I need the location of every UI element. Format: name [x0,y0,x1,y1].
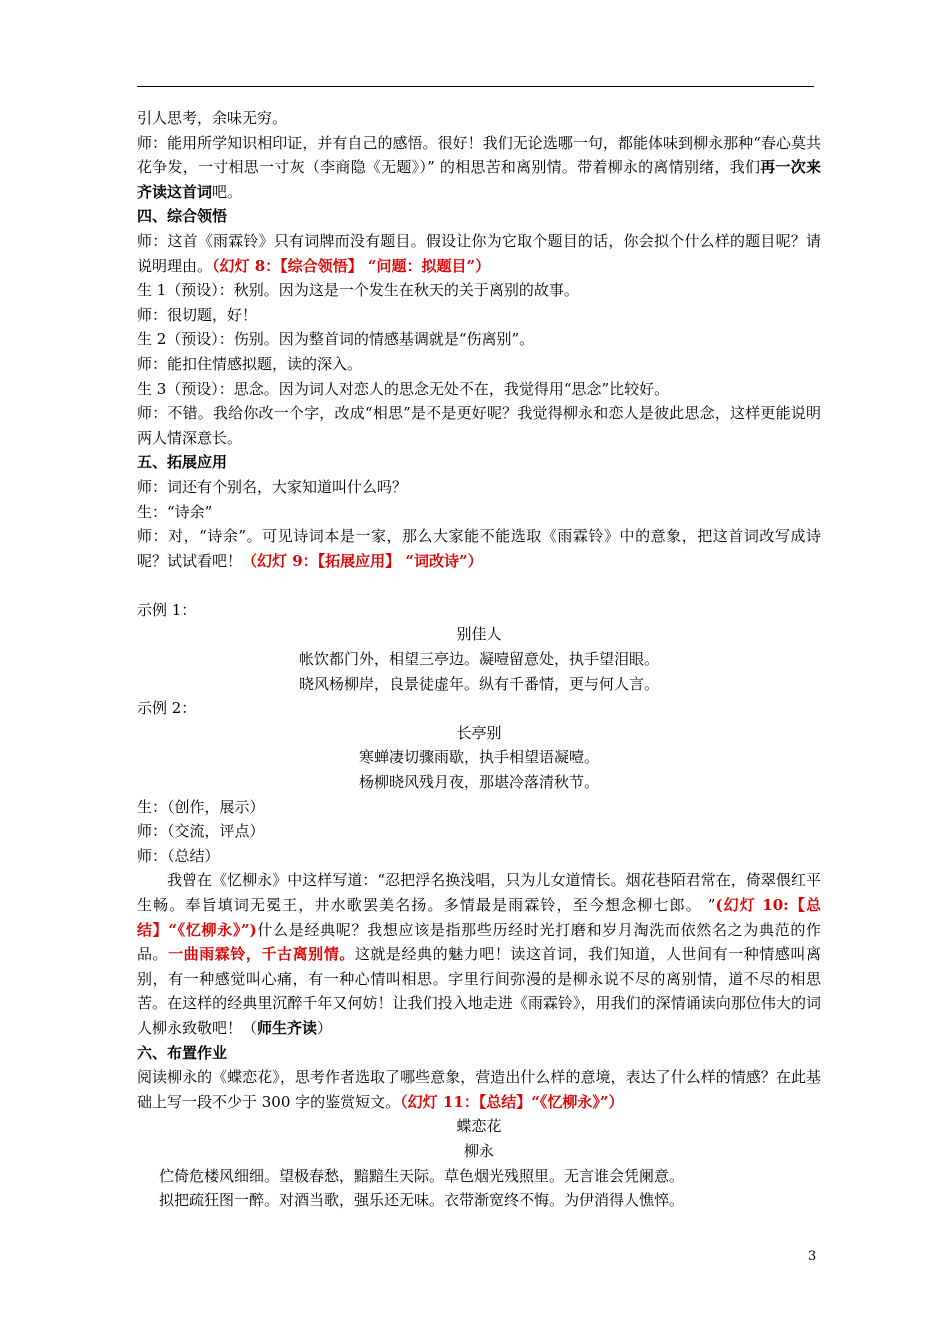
paragraph: 师：（交流，评点） [137,822,265,841]
paragraph: 师：词还有个别名，大家知道叫什么吗？ [137,477,408,496]
slide-note: （幻灯 11：【总结】“《忆柳永》”） [400,1092,624,1111]
paragraph: 生 3（预设）：思念。因为词人对恋人的思念无处不在，我觉得用“思念”比较好。 [137,379,670,398]
poem-title: 蝶恋花 [456,1117,502,1136]
slide-note: （幻灯 8：【综合领悟】 “问题：拟题目”） [212,256,491,275]
paragraph: 阅读柳永的《蝶恋花》，思考作者选取了哪些意象，营造出什么样的意境，表达了什么样的情感？在此基础上写一段不少于 300 字的鉴赏短文。（幻灯 11：【总结】“《忆柳永》”） [137,1068,821,1111]
bold-phrase: 师生齐读 [257,1018,318,1037]
poem-title: 别佳人 [456,625,502,644]
paragraph: 我曾在《忆柳永》中这样写道：“忍把浮名换浅唱，只为儿女道情长。烟花巷陌君常在，倚翠偎红平生畅。奉旨填词无冕王，井水歌罢美名扬。多情最是雨霖铃，至今想念柳七郎。 ”(幻灯 10:【总结】“《忆柳永》”)什么是经典呢？我想应该是指那些历经时光打磨和岁月淘洗而依然名之为典范的作品。一曲雨霖铃，千古离别情。这就是经典的魅力吧！读这首词，我们知道，人世间有一种情感叫离别，有一种感觉叫心痛，有一种心情叫相思。字里行间弥漫的是柳永说不尽的离别情，道不尽的相思苦。在这样的经典里沉醉千年又何妨！让我们投入地走进《雨霖铃》，用我们的深情诵读向那位伟大的词人柳永致敬吧！（师生齐读） [137,871,821,1037]
highlight-phrase: 一曲雨霖铃，千古离别情。 [168,945,355,964]
header-rule [137,86,814,87]
poem-line: 帐饮都门外，相望三亭边。凝噎留意处，执手望泪眼。 [298,650,659,669]
slide-note: (幻灯 10:【总结】“《忆柳永》”) [137,896,821,939]
slide-note: （幻灯 9：【拓展应用】 “词改诗”） [242,551,483,570]
poem-author: 柳永 [463,1141,494,1160]
example-label: 示例 2： [137,699,197,718]
paragraph: 生 2（预设）：伤别。因为整首词的情感基调就是“伤离别”。 [137,330,535,349]
poem-line: 拟把疏狂图一醉。对酒当歌，强乐还无味。衣带渐宽终不悔。为伊消得人憔悴。 [159,1191,685,1210]
paragraph: 师：能扣住情感拟题，读的深入。 [137,354,363,373]
bold-phrase: 再一次来齐读这首词 [137,158,821,201]
section-heading: 六、布置作业 [137,1043,228,1062]
poem-line: 杨柳晓风残月夜，那堪冷落清秋节。 [358,773,599,792]
blank-line [137,573,821,598]
paragraph: 师：（总结） [137,846,220,865]
paragraph: 生：（创作，展示） [137,797,265,816]
document-body [137,106,821,1213]
paragraph: 师：对，“诗余”。可见诗词本是一家，那么大家能不能选取《雨霖铃》中的意象，把这首词改写成诗呢？试试看吧！（幻灯 9：【拓展应用】 “词改诗”） [137,527,821,570]
poem-line: 伫倚危楼风细细。望极春愁，黯黯生天际。草色烟光残照里。无言谁会凭阑意。 [159,1166,685,1185]
poem-line: 晓风杨柳岸，良景徒虚年。纵有千番情，更与何人言。 [298,674,659,693]
poem-title: 长亭别 [456,723,502,742]
paragraph: 师：这首《雨霖铃》只有词牌而没有题目。假设让你为它取个题目的话，你会拟个什么样的题目呢？请说明理由。（幻灯 8：【综合领悟】 “问题：拟题目”） [137,231,821,275]
paragraph: 师：不错。我给你改一个字，改成“相思”是不是更好呢？我觉得柳永和恋人是彼此思念，这样更能说明两人情深意长。 [137,404,821,447]
paragraph: 师：很切题，好！ [137,305,258,324]
page-number: 3 [808,1249,817,1264]
example-label: 示例 1： [137,600,197,619]
poem-line: 寒蝉凄切骤雨歇，执手相望语凝噎。 [358,748,599,767]
paragraph: 师：能用所学知识相印证，并有自己的感悟。很好！我们无论选哪一句，都能体味到柳永那种“春心莫共花争发，一寸相思一寸灰（李商隐《无题》）” 的相思苦和离别情。带着柳永的离情别绪，我们再一次来齐读这首词吧。 [137,133,821,201]
paragraph: 生：“诗余” [137,502,213,521]
paragraph: 引人思考，余味无穷。 [137,109,288,127]
paragraph: 生 1（预设）：秋别。因为这是一个发生在秋天的关于离别的故事。 [137,281,579,300]
section-heading: 四、综合领悟 [137,207,228,226]
section-heading: 五、拓展应用 [137,453,228,472]
